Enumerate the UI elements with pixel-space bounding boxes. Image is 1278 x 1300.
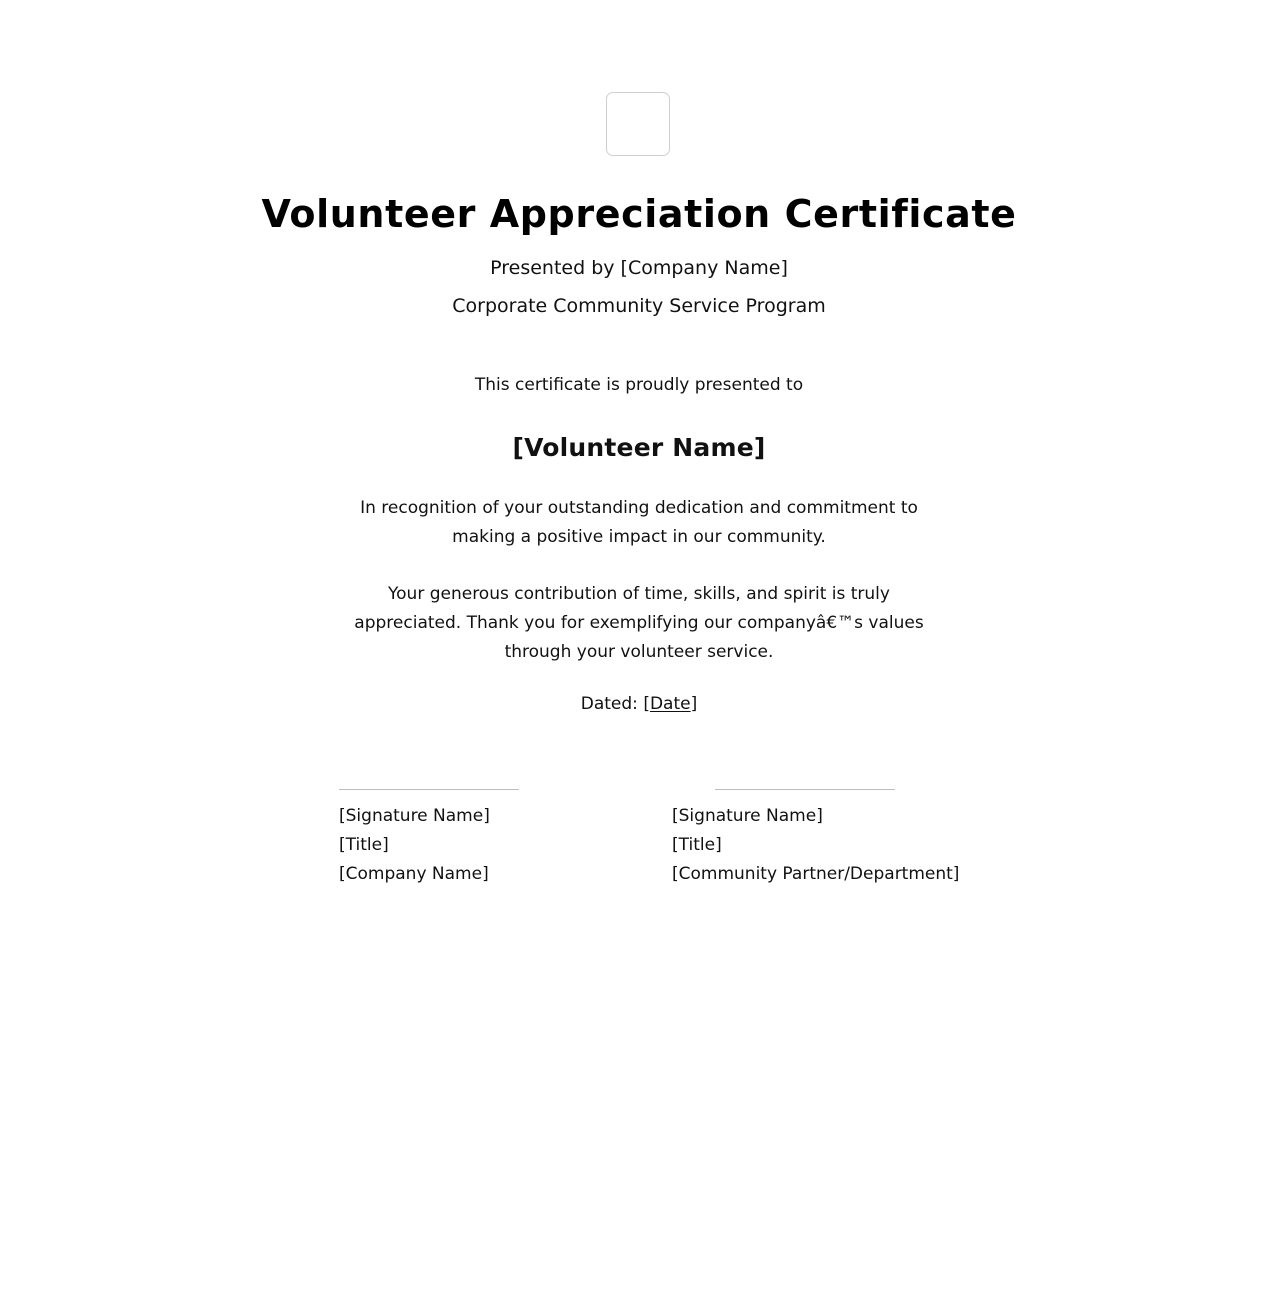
logo-placeholder-icon [606, 92, 670, 156]
signature-name: [Signature Name] [672, 806, 823, 826]
date-value: Date [649, 694, 691, 714]
presented-by: Presented by [Company Name] [490, 257, 788, 279]
date-close-bracket: ] [690, 694, 698, 714]
signature-title: [Title] [339, 835, 389, 855]
presentation-intro: This certificate is proudly presented to [474, 375, 804, 395]
signature-organization: [Company Name] [339, 864, 489, 884]
program-name: Corporate Community Service Program [452, 295, 826, 317]
certificate-title: Volunteer Appreciation Certificate [261, 192, 1017, 236]
date-open-bracket: [ [643, 694, 650, 714]
dated-label: Dated: [580, 694, 644, 714]
signature-line [715, 789, 895, 790]
signature-line [339, 789, 519, 790]
appreciation-paragraph: Your generous contribution of time, skills, and spirit is truly appreciated. Thank you for exemplifying our companyâ€™s values through your volunteer service. [354, 584, 924, 662]
signature-name: [Signature Name] [339, 806, 490, 826]
volunteer-name: [Volunteer Name] [512, 433, 766, 462]
recognition-paragraph: In recognition of your outstanding dedication and commitment to making a positive impact in our community. [360, 498, 918, 547]
signature-title: [Title] [672, 835, 722, 855]
signature-organization: [Community Partner/Department] [672, 864, 960, 884]
dated-line [0, 692, 1278, 716]
